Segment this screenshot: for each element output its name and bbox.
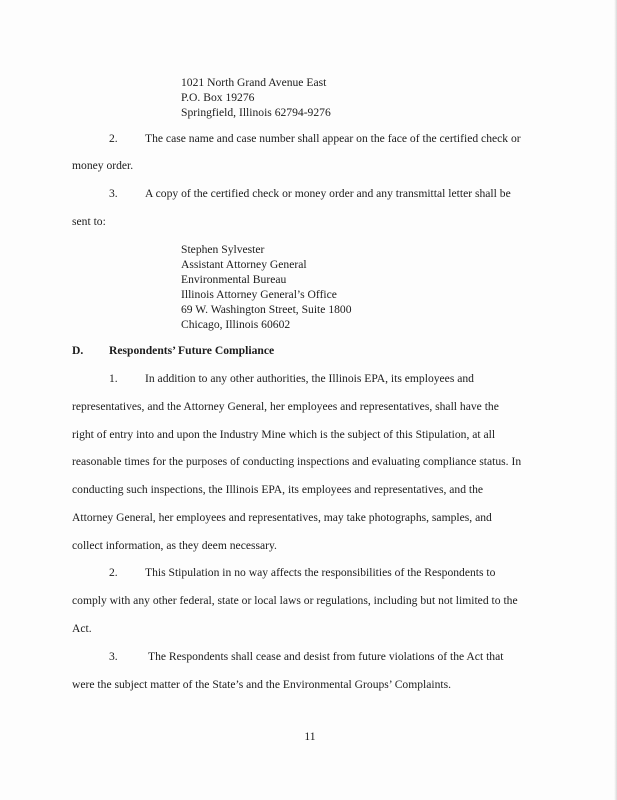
address-line: P.O. Box 19276 — [181, 91, 255, 104]
paragraph-line: conducting such inspections, the Illinois EPA, its employees and representatives, and the — [72, 483, 484, 496]
paragraph-line: Attorney General, her employees and representatives, may take photographs, samples, and — [72, 511, 492, 524]
address-line: 69 W. Washington Street, Suite 1800 — [181, 303, 352, 316]
address-line: Springfield, Illinois 62794-9276 — [181, 106, 331, 119]
page-number: 11 — [304, 730, 316, 743]
paragraph-number: 3. — [109, 187, 118, 200]
paragraph-line: The Respondents shall cease and desist from future violations of the Act that — [148, 650, 504, 663]
address-line: Illinois Attorney General’s Office — [181, 288, 337, 301]
address-line: 1021 North Grand Avenue East — [181, 76, 327, 89]
paragraph-line: Act. — [72, 622, 92, 635]
paragraph-number: 2. — [109, 132, 118, 145]
address-line: Assistant Attorney General — [181, 258, 307, 271]
paragraph-line: This Stipulation in no way affects the responsibilities of the Respondents to — [145, 566, 496, 579]
section-heading: Respondents’ Future Compliance — [109, 344, 275, 357]
paragraph-line: A copy of the certified check or money order and any transmittal letter shall be — [145, 187, 511, 200]
paragraph-line: money order. — [72, 159, 134, 172]
address-line: Chicago, Illinois 60602 — [181, 318, 291, 331]
paragraph-line: sent to: — [72, 215, 106, 228]
paragraph-line: were the subject matter of the State’s and the Environmental Groups’ Complaints. — [72, 678, 452, 691]
paragraph-line: The case name and case number shall appear on the face of the certified check or — [145, 132, 521, 145]
address-line: Environmental Bureau — [181, 273, 287, 286]
paragraph-line: reasonable times for the purposes of conducting inspections and evaluating compliance status. In — [72, 455, 522, 468]
paragraph-line: In addition to any other authorities, the Illinois EPA, its employees and — [145, 372, 474, 385]
paragraph-number: 1. — [109, 372, 118, 385]
address-line: Stephen Sylvester — [181, 243, 265, 256]
paragraph-line: representatives, and the Attorney General, her employees and representatives, shall have the — [72, 400, 499, 413]
paragraph-number: 2. — [109, 566, 118, 579]
paragraph-line: comply with any other federal, state or local laws or regulations, including but not limited to the — [72, 594, 518, 607]
paragraph-number: 3. — [109, 650, 118, 663]
paragraph-line: right of entry into and upon the Industry Mine which is the subject of this Stipulation, at all — [72, 428, 496, 441]
paragraph-line: collect information, as they deem necessary. — [72, 539, 277, 552]
section-letter: D. — [72, 344, 84, 357]
